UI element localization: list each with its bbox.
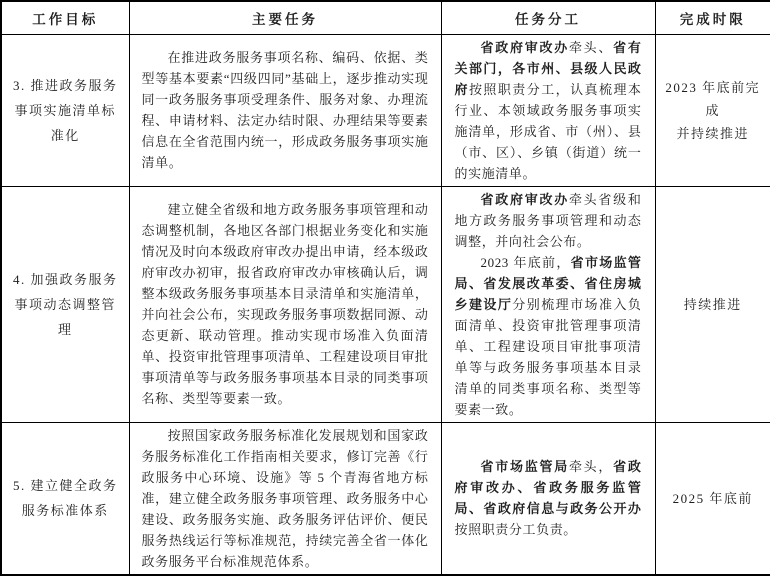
main-tasks-cell (129, 34, 441, 186)
work-goal-cell: 5. 建立健全政务服务标准体系 (1, 422, 129, 575)
paragraph: 在推进政务服务事项名称、编码、依据、类型等基本要素“四级四同”基础上，逐步推动实现同一政务服务事项受理条件、服务对象、办理流程、申请材料、法定办结时限、办理结果等要素信息在全省范围内统一，形成政务服务事项实施清单。 (141, 50, 429, 170)
paragraph: 省政府审改办牵头、省有关部门，各市州、县级人民政府按照职责分工，认真梳理本行业、本领域政务服务事项实施清单，形成省、市（州）、县（市、区）、乡镇（街道）统一的实施清单。 (454, 39, 642, 181)
main-tasks-cell (129, 422, 441, 575)
header-main-tasks: 主要任务 (129, 1, 441, 34)
header-task-division: 任务分工 (441, 1, 655, 34)
task-division-cell (441, 186, 655, 422)
deadline-cell: 2025 年底前 (655, 422, 770, 575)
task-division-cell (441, 34, 655, 186)
paragraph: 建立健全省级和地方政务服务事项管理和动态调整机制，各地区各部门根据业务变化和实施情况及时向本级政府审改办提出申请，经本级政府审改办初审，报省政府审改办审核确认后，调整本级政务服务事项基本目录清单和实施清单，并向社会公布，实现政务服务事项数据同源、动态更新、联动管理。推动实现市场准入负面清单、投资审批管理事项清单、工程建设项目审批事项清单等与政务服务事项基本目录的同类事项名称、类型等要素一致。 (141, 202, 429, 406)
header-work-goal: 工作目标 (1, 1, 129, 34)
table-row (1, 34, 770, 186)
paragraph: 省政府审改办牵头省级和地方政务服务事项管理和动态调整，并向社会公布。 (454, 191, 642, 249)
paragraph: 2023 年底前，省市场监管局、省发展改革委、省住房城乡建设厅分别梳理市场准入负面清单、投资审批管理事项清单、工程建设项目审批事项清单等与政务服务事项基本目录清单的同类事项名称、类型等要素一致。 (454, 254, 642, 417)
task-division-cell (441, 422, 655, 575)
header-deadline: 完成时限 (655, 1, 770, 34)
work-goal-cell: 4. 加强政务服务事项动态调整管理 (1, 186, 129, 422)
table-row (1, 186, 770, 422)
deadline-cell: 2023 年底前完成 并持续推进 (655, 34, 770, 186)
table-row (1, 422, 770, 575)
deadline-cell: 持续推进 (655, 186, 770, 422)
paragraph: 省市场监管局牵头，省政府审改办、省政务服务监管局、省政府信息与政务公开办按照职责分工负责。 (454, 459, 642, 537)
main-tasks-cell (129, 186, 441, 422)
header-row (1, 1, 770, 34)
paragraph: 按照国家政务服务标准化发展规划和国家政务服务标准化工作指南相关要求，修订完善《行政服务中心环境、设施》等 5 个青海省地方标准，建立健全政务服务事项管理、政务服务中心建设、政务服务实施、政务服务评估评价、便民服务热线运行等标准规范，持续完善全省一体化政务服务平台标准规范体系。 (141, 427, 429, 569)
work-goal-cell: 3. 推进政务服务事项实施清单标准化 (1, 34, 129, 186)
